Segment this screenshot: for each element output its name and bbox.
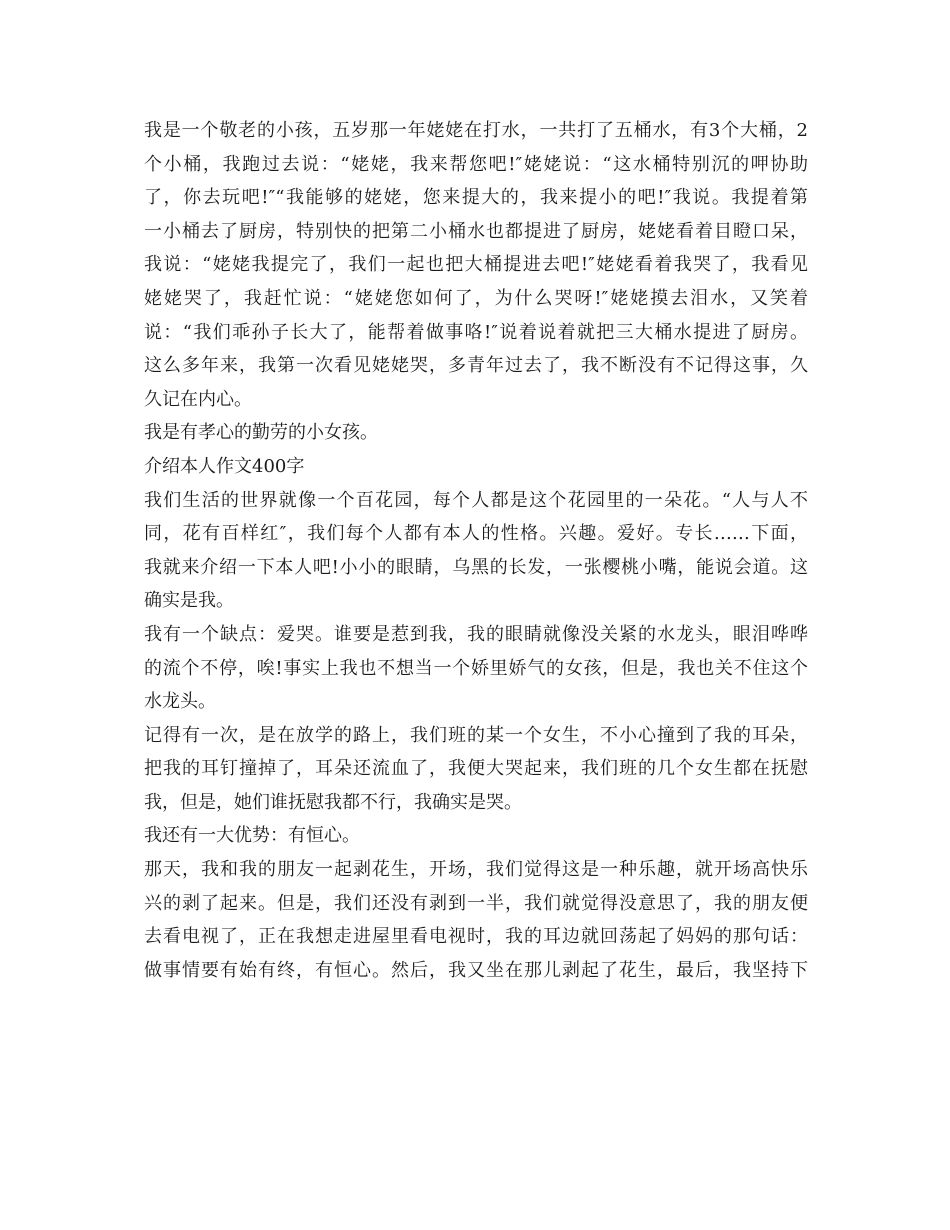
essay-title-text: 介绍本人作文400字 [144,455,305,477]
text-line: 我说：“姥姥我提完了，我们一起也把大桶提进去吧!″姥姥看着我哭了，我看见 [144,254,808,276]
text-line: 这么多年来，我第一次看见姥姥哭，多青年过去了，我不断没有不记得这事，久 [144,355,808,377]
text-line: 久记在内心。 [144,388,252,410]
text-line: 水龙头。 [144,691,216,713]
text-line: 那天，我和我的朋友一起剥花生，开场，我们觉得这是一种乐趣，就开场高快乐 [144,859,808,881]
document-body [144,114,808,987]
text-line: 我还有一大优势：有恒心。 [144,825,360,847]
text-line: 说：“我们乖孙子长大了，能帮着做事咯!″说着说着就把三大桶水提进了厨房。 [144,321,808,343]
text-line: 去看电视了，正在我想走进屋里看电视时，我的耳边就回荡起了妈妈的那句话： [144,926,808,948]
text-line: 确实是我。 [144,590,234,612]
text-line: 姥姥哭了，我赶忙说：“姥姥您如何了，为什么哭呀!″姥姥摸去泪水，又笑着 [144,287,808,309]
paragraph-ear-story [144,719,808,820]
paragraph-introduction [144,484,808,618]
paragraph-weakness [144,618,808,719]
essay-title [144,450,808,484]
paragraph-strength [144,819,808,853]
text-line: 兴的剥了起来。但是，我们还没有剥到一半，我们就觉得没意思了，我的朋友便 [144,892,808,914]
text-line: 我有一个缺点：爱哭。谁要是惹到我，我的眼睛就像没关紧的水龙头，眼泪哗哗 [144,623,808,645]
paragraph-grandma-water [144,114,808,416]
text-line: 一小桶去了厨房，特别快的把第二小桶水也都提进了厨房，姥姥看着目瞪口呆， [144,220,808,242]
text-line: 我就来介绍一下本人吧!小小的眼睛，乌黑的长发，一张樱桃小嘴，能说会道。这 [144,556,808,578]
text-line: 我们生活的世界就像一个百花园，每个人都是这个花园里的一朵花。“人与人不 [144,489,808,511]
paragraph-peanuts [144,853,808,987]
text-line: 记得有一次，是在放学的路上，我们班的某一个女生，不小心撞到了我的耳朵， [144,724,808,746]
text-line: 同，花有百样红″，我们每个人都有本人的性格。兴趣。爱好。专长……下面， [144,523,808,545]
text-line: 我是一个敬老的小孩，五岁那一年姥姥在打水，一共打了五桶水，有3个大桶，2 [144,120,808,141]
text-line: 我是有孝心的勤劳的小女孩。 [144,422,378,444]
paragraph-filial [144,416,808,450]
text-line: 的流个不停，唉!事实上我也不想当一个娇里娇气的女孩，但是，我也关不住这个 [144,657,808,679]
text-line: 了，你去玩吧!″“我能够的姥姥，您来提大的，我来提小的吧!″我说。我提着第 [144,187,808,209]
text-line: 把我的耳钉撞掉了，耳朵还流血了，我便大哭起来，我们班的几个女生都在抚慰 [144,758,808,780]
text-line: 个小桶，我跑过去说：“姥姥，我来帮您吧!″姥姥说：“这水桶特别沉的呷协助 [144,153,808,175]
text-line: 做事情要有始有终，有恒心。然后，我又坐在那儿剥起了花生，最后，我坚持下 [144,959,808,981]
text-line: 我，但是，她们谁抚慰我都不行，我确实是哭。 [144,791,522,813]
